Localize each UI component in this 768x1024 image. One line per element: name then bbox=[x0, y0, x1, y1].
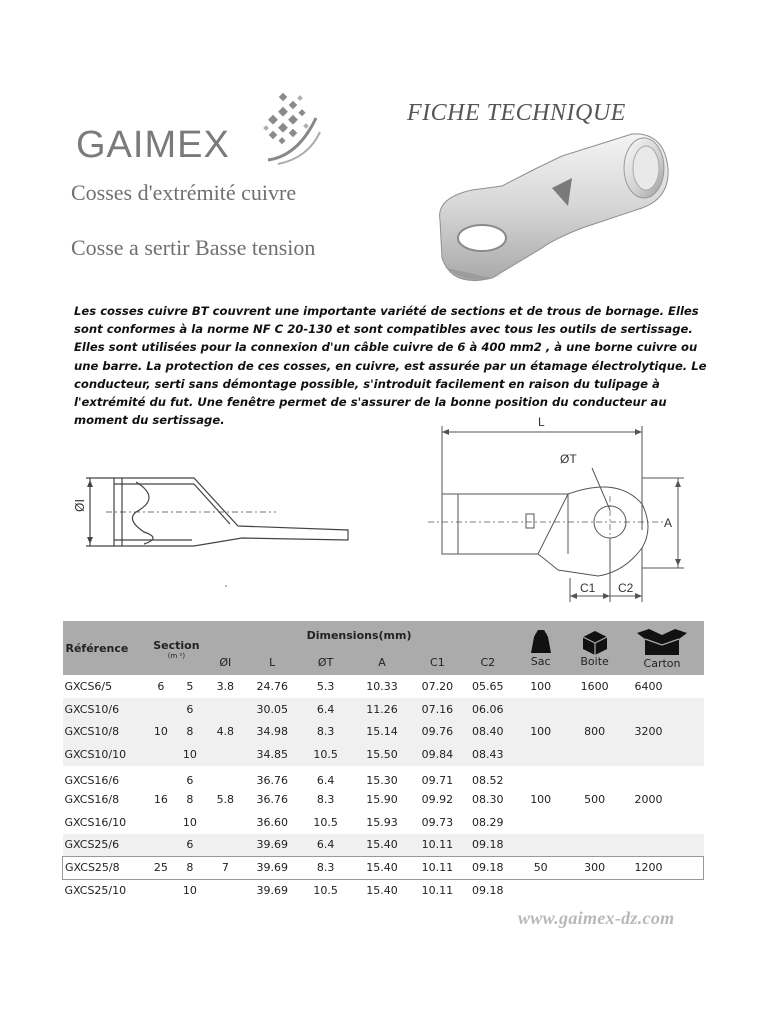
col-header-c1: C1 bbox=[412, 649, 463, 675]
cell-carton: 3200 bbox=[621, 720, 677, 743]
cell-c1: 10.11 bbox=[412, 834, 463, 857]
cell-a: 15.40 bbox=[366, 884, 398, 898]
cell-oi bbox=[205, 766, 245, 789]
cell-oi: 5.8 bbox=[216, 793, 235, 807]
cell-ot: 10.5 bbox=[299, 743, 352, 766]
cell-sac: 50 bbox=[513, 857, 569, 880]
cell-sac bbox=[513, 834, 569, 857]
cell-ot: 10.5 bbox=[313, 815, 338, 829]
cell-c1: 09.73 bbox=[421, 815, 454, 829]
cell-sec-a bbox=[147, 766, 174, 789]
cell-c2: 09.18 bbox=[463, 857, 513, 880]
cell-c1: 10.11 bbox=[412, 857, 463, 880]
cell-sac bbox=[513, 743, 569, 766]
cell-sec-a bbox=[147, 879, 174, 902]
cell-carton bbox=[621, 834, 677, 857]
cell-sec-b: 8 bbox=[174, 720, 205, 743]
section-units: (m ²) bbox=[167, 652, 186, 660]
cell-ref: GXCS16/8 bbox=[64, 793, 120, 807]
c2-label: C2 bbox=[618, 581, 634, 595]
col-header-l: L bbox=[245, 649, 299, 675]
cell-sec-a: 25 bbox=[147, 857, 174, 880]
cell-oi: 7 bbox=[205, 857, 245, 880]
cell-ot: 5.3 bbox=[316, 679, 335, 693]
length-label: L bbox=[538, 415, 545, 429]
cell-oi bbox=[205, 811, 245, 834]
cell-ot: 6.4 bbox=[299, 834, 352, 857]
cell-a: 15.40 bbox=[352, 834, 412, 857]
cell-sec-b: 10 bbox=[182, 884, 197, 898]
cell-ref: GXCS6/5 bbox=[64, 679, 113, 693]
cell-c2: 08.29 bbox=[472, 815, 504, 829]
cell-carton: 6400 bbox=[634, 679, 663, 693]
cell-pad bbox=[676, 788, 703, 811]
cell-boite bbox=[569, 834, 621, 857]
cell-boite bbox=[569, 879, 621, 902]
cell-pad bbox=[676, 743, 703, 766]
product-name: Cosse a sertir Basse tension bbox=[71, 235, 316, 260]
cell-a: 15.50 bbox=[352, 743, 412, 766]
col-header-a: A bbox=[352, 649, 412, 675]
cell-sec-a: 10 bbox=[147, 720, 174, 743]
boite-header bbox=[569, 621, 621, 675]
cell-pad bbox=[676, 720, 703, 743]
cell-l: 39.69 bbox=[256, 884, 288, 898]
cell-ref: GXCS25/10 bbox=[64, 884, 127, 898]
cell-carton: 2000 bbox=[634, 793, 663, 807]
cell-c1: 10.11 bbox=[421, 884, 454, 898]
cell-c1: 09.76 bbox=[412, 720, 463, 743]
table-row bbox=[63, 879, 704, 902]
cell-pad bbox=[676, 879, 703, 902]
cell-pad bbox=[676, 811, 703, 834]
cell-sec-b: 5 bbox=[186, 679, 194, 693]
product-category: Cosses d'extrémité cuivre bbox=[71, 180, 297, 205]
reference-header: Référence bbox=[63, 621, 148, 675]
cell-c2: 05.65 bbox=[472, 679, 504, 693]
cell-ot: 6.4 bbox=[299, 698, 352, 721]
cell-carton: 1200 bbox=[621, 857, 677, 880]
cell-a: 15.40 bbox=[352, 857, 412, 880]
cell-sec-b: 6 bbox=[174, 698, 205, 721]
cell-c2: 06.06 bbox=[463, 698, 513, 721]
cell-sec-a bbox=[147, 698, 174, 721]
cell-l: 34.85 bbox=[245, 743, 299, 766]
carton-icon bbox=[635, 627, 689, 657]
cell-boite: 500 bbox=[584, 793, 606, 807]
cell-ot: 8.3 bbox=[316, 793, 335, 807]
carton-label: Carton bbox=[643, 656, 681, 670]
cell-sac bbox=[513, 811, 569, 834]
cell-ot: 8.3 bbox=[299, 720, 352, 743]
side-view-drawing bbox=[66, 468, 356, 593]
cell-sec-b: 6 bbox=[174, 834, 205, 857]
cell-carton bbox=[621, 766, 677, 789]
cell-boite bbox=[569, 698, 621, 721]
cell-a: 15.30 bbox=[366, 773, 398, 787]
cell-boite bbox=[569, 811, 621, 834]
cell-l: 30.05 bbox=[245, 698, 299, 721]
cell-ot: 8.3 bbox=[299, 857, 352, 880]
table-row bbox=[63, 766, 704, 789]
cell-carton bbox=[621, 698, 677, 721]
cell-ot: 10.5 bbox=[313, 884, 338, 898]
cell-c2: 08.43 bbox=[463, 743, 513, 766]
cell-c2: 08.30 bbox=[472, 793, 504, 807]
cell-c2: 09.18 bbox=[463, 834, 513, 857]
cell-c1: 09.92 bbox=[421, 793, 454, 807]
table-row bbox=[63, 743, 704, 766]
section-header bbox=[147, 621, 205, 675]
cell-boite: 1600 bbox=[580, 679, 609, 693]
cell-sec-b: 8 bbox=[174, 857, 205, 880]
cell-c2: 08.40 bbox=[463, 720, 513, 743]
cell-sec-a bbox=[147, 811, 174, 834]
cell-ot: 6.4 bbox=[316, 773, 335, 787]
cell-boite: 300 bbox=[569, 857, 621, 880]
sac-header bbox=[513, 621, 569, 675]
cell-a: 10.33 bbox=[366, 679, 398, 693]
cell-c1: 09.84 bbox=[412, 743, 463, 766]
cell-pad bbox=[676, 698, 703, 721]
product-description: Les cosses cuivre BT couvrent une importante variété de sections et de trous de bornage. Elles sont conformes à la norme NF C 20-130 et sont compatibles avec tous les outils de sertissage. Elles sont utilisées pour la connexion d'un câble cuivre de 6 à 400 mm2 , à une borne cuivre ou une barre. La protection de ces cosses, en cuivre, est assurée par un étamage électrolytique. Le conducteur, serti sans démontage possible, s'introduit facilement en raison du tulipage à l'extrémité du fut. Une fenêtre permet de s'assurer de la bonne position du conducteur au moment du sertissage. bbox=[74, 304, 707, 428]
c1-label: C1 bbox=[580, 581, 596, 595]
cell-oi: 4.8 bbox=[205, 720, 245, 743]
cell-boite bbox=[569, 766, 621, 789]
cell-a: 11.26 bbox=[352, 698, 412, 721]
cell-carton bbox=[621, 743, 677, 766]
sac-label: Sac bbox=[530, 654, 551, 668]
cell-carton bbox=[621, 811, 677, 834]
col-header-oi: ØI bbox=[205, 649, 245, 675]
cell-oi bbox=[205, 834, 245, 857]
cell-ref: GXCS16/6 bbox=[64, 773, 120, 787]
table-row bbox=[63, 720, 704, 743]
cell-l: 36.76 bbox=[256, 773, 288, 787]
section-header-label: Section bbox=[153, 639, 200, 652]
cell-a: 15.14 bbox=[352, 720, 412, 743]
cell-a: 15.93 bbox=[366, 815, 398, 829]
boite-label: Boite bbox=[580, 654, 609, 668]
cell-ref: GXCS10/8 bbox=[63, 720, 148, 743]
cell-sec-b: 6 bbox=[186, 773, 194, 787]
cable-lug-photo bbox=[432, 128, 672, 293]
col-header-c2: C2 bbox=[463, 649, 513, 675]
cell-oi bbox=[205, 879, 245, 902]
cell-pad bbox=[676, 857, 703, 880]
cell-oi bbox=[205, 698, 245, 721]
top-view-drawing bbox=[428, 410, 698, 610]
cell-sec-a: 6 bbox=[157, 679, 165, 693]
diameter-i-label: ØI bbox=[73, 499, 87, 512]
cell-oi bbox=[205, 743, 245, 766]
cell-sec-a bbox=[147, 834, 174, 857]
logo-mark-icon bbox=[258, 88, 322, 168]
cell-l: 39.69 bbox=[245, 857, 299, 880]
cell-sec-b: 8 bbox=[186, 793, 194, 807]
cell-ref: GXCS25/8 bbox=[63, 857, 148, 880]
bag-icon bbox=[529, 629, 553, 655]
table-row bbox=[63, 834, 704, 857]
logo-text: GAIMEX bbox=[76, 124, 230, 166]
cell-pad bbox=[676, 675, 703, 698]
cell-sac: 100 bbox=[530, 679, 552, 693]
table-row bbox=[63, 811, 704, 834]
cell-l: 39.69 bbox=[245, 834, 299, 857]
cell-c2: 09.18 bbox=[472, 884, 504, 898]
cell-sac bbox=[513, 879, 569, 902]
cell-sac bbox=[513, 698, 569, 721]
diameter-t-label: ØT bbox=[560, 452, 577, 466]
cell-pad bbox=[676, 766, 703, 789]
cell-l: 36.60 bbox=[256, 815, 288, 829]
cell-l: 36.76 bbox=[256, 793, 288, 807]
cell-sac bbox=[513, 766, 569, 789]
cell-sec-b: 10 bbox=[174, 743, 205, 766]
carton-header bbox=[621, 621, 704, 675]
cell-sac: 100 bbox=[513, 720, 569, 743]
cell-carton bbox=[621, 879, 677, 902]
cell-sac: 100 bbox=[530, 793, 552, 807]
cell-sec-a bbox=[147, 743, 174, 766]
cell-ref: GXCS25/6 bbox=[63, 834, 148, 857]
col-header-ot: ØT bbox=[299, 649, 352, 675]
cell-pad bbox=[676, 834, 703, 857]
width-a-label: A bbox=[664, 516, 673, 530]
cell-ref: GXCS10/6 bbox=[63, 698, 148, 721]
specification-table bbox=[62, 621, 704, 902]
table-row bbox=[63, 788, 704, 811]
cell-c2: 08.52 bbox=[472, 773, 504, 787]
cell-oi: 3.8 bbox=[216, 679, 235, 693]
specification-table-body bbox=[63, 675, 704, 902]
dimensions-header: Dimensions(mm) bbox=[205, 621, 512, 649]
document-title: FICHE TECHNIQUE bbox=[407, 100, 626, 126]
cell-boite bbox=[569, 743, 621, 766]
cell-l: 24.76 bbox=[256, 679, 288, 693]
table-row bbox=[63, 857, 704, 880]
table-row bbox=[63, 698, 704, 721]
cell-sec-b: 10 bbox=[182, 815, 197, 829]
cell-c1: 07.20 bbox=[421, 679, 454, 693]
cell-sec-a: 16 bbox=[153, 793, 168, 807]
cell-l: 34.98 bbox=[245, 720, 299, 743]
box-icon bbox=[581, 629, 609, 655]
cell-boite: 800 bbox=[569, 720, 621, 743]
table-row bbox=[63, 675, 704, 698]
cell-ref: GXCS10/10 bbox=[63, 743, 148, 766]
cell-a: 15.90 bbox=[366, 793, 398, 807]
gaimex-logo bbox=[76, 88, 326, 168]
website-url: www.gaimex-dz.com bbox=[518, 908, 675, 928]
cell-c1: 07.16 bbox=[412, 698, 463, 721]
cell-c1: 09.71 bbox=[421, 773, 454, 787]
cell-ref: GXCS16/10 bbox=[64, 815, 127, 829]
